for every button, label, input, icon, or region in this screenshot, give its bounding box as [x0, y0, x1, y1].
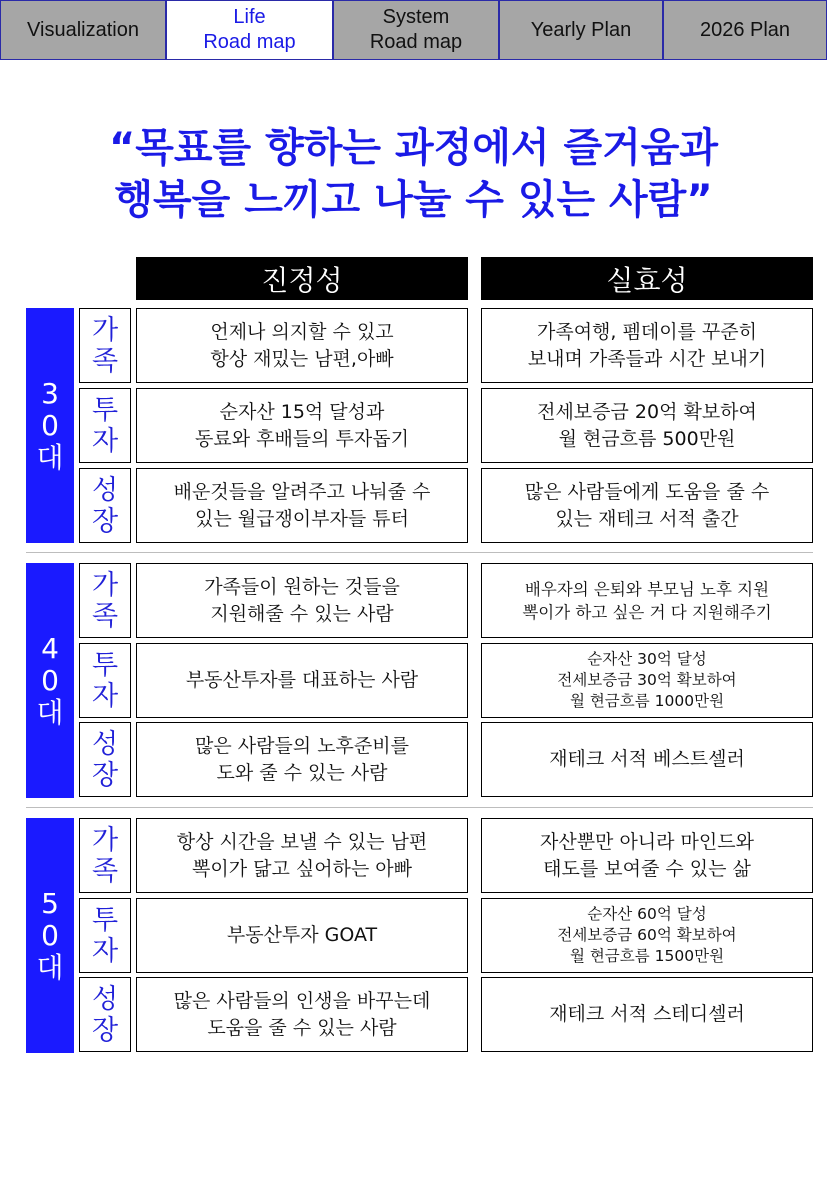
cell-40s-investment-authenticity: 부동산투자를 대표하는 사람 [136, 643, 468, 718]
tab-system-road-map[interactable]: System Road map [333, 0, 499, 60]
category-growth: 성 장 [79, 468, 131, 543]
motto-title: “목표를 향하는 과정에서 즐거움과 행복을 느끼고 나눌 수 있는 사람” [108, 125, 719, 223]
cell-30s-growth-authenticity: 배운것들을 알려주고 나눠줄 수 있는 월급쟁이부자들 튜터 [136, 468, 468, 543]
cell-50s-family-effectiveness: 자산뿐만 아니라 마인드와 태도를 보여줄 수 있는 삶 [481, 818, 813, 893]
cell-50s-family-authenticity: 항상 시간을 보낼 수 있는 남편 뽁이가 닮고 싶어하는 아빠 [136, 818, 468, 893]
category-family: 가 족 [79, 308, 131, 383]
cell-30s-investment-authenticity: 순자산 15억 달성과 동료와 후배들의 투자돕기 [136, 388, 468, 463]
cell-40s-family-authenticity: 가족들이 원하는 것들을 지원해줄 수 있는 사람 [136, 563, 468, 638]
cell-30s-family-authenticity: 언제나 의지할 수 있고 항상 재밌는 남편,아빠 [136, 308, 468, 383]
tab-yearly-plan[interactable]: Yearly Plan [499, 0, 663, 60]
decade-label-30s: 3 0 대 [26, 308, 74, 543]
section-divider [26, 552, 813, 553]
section-divider [26, 807, 813, 808]
decade-label-50s: 5 0 대 [26, 818, 74, 1053]
tab-bar [0, 0, 827, 60]
cell-40s-growth-authenticity: 많은 사람들의 노후준비를 도와 줄 수 있는 사람 [136, 722, 468, 797]
cell-40s-family-effectiveness: 배우자의 은퇴와 부모님 노후 지원 뽁이가 하고 싶은 거 다 지원해주기 [481, 563, 813, 638]
tab-visualization[interactable]: Visualization [0, 0, 166, 60]
cell-30s-growth-effectiveness: 많은 사람들에게 도움을 줄 수 있는 재테크 서적 출간 [481, 468, 813, 543]
column-header-effectiveness: 실효성 [481, 257, 813, 300]
cell-50s-growth-authenticity: 많은 사람들의 인생을 바꾸는데 도움을 줄 수 있는 사람 [136, 977, 468, 1052]
column-header-authenticity: 진정성 [136, 257, 468, 300]
cell-50s-investment-authenticity: 부동산투자 GOAT [136, 898, 468, 973]
decade-label-40s: 4 0 대 [26, 563, 74, 798]
cell-40s-investment-effectiveness: 순자산 30억 달성 전세보증금 30억 확보하여 월 현금흐름 1000만원 [481, 643, 813, 718]
category-investment: 투 자 [79, 898, 131, 973]
category-investment: 투 자 [79, 388, 131, 463]
cell-30s-family-effectiveness: 가족여행, 펨데이를 꾸준히 보내며 가족들과 시간 보내기 [481, 308, 813, 383]
category-investment: 투 자 [79, 643, 131, 718]
tab-life-road-map[interactable]: Life Road map [166, 0, 333, 60]
category-growth: 성 장 [79, 722, 131, 797]
cell-50s-investment-effectiveness: 순자산 60억 달성 전세보증금 60억 확보하여 월 현금흐름 1500만원 [481, 898, 813, 973]
cell-40s-growth-effectiveness: 재테크 서적 베스트셀러 [481, 722, 813, 797]
category-family: 가 족 [79, 563, 131, 638]
category-family: 가 족 [79, 818, 131, 893]
cell-50s-growth-effectiveness: 재테크 서적 스테디셀러 [481, 977, 813, 1052]
tab-2026-plan[interactable]: 2026 Plan [663, 0, 827, 60]
cell-30s-investment-effectiveness: 전세보증금 20억 확보하여 월 현금흐름 500만원 [481, 388, 813, 463]
category-growth: 성 장 [79, 977, 131, 1052]
